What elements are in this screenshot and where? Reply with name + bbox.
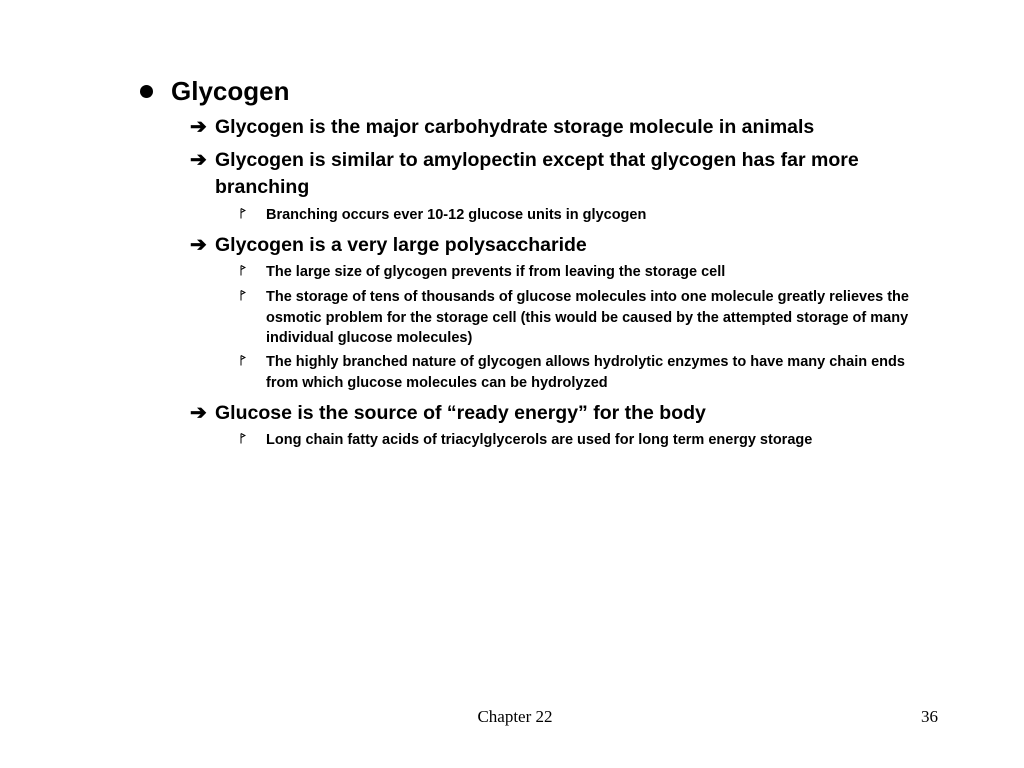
sub-point bbox=[240, 262, 930, 283]
footer-page-number: 36 bbox=[921, 707, 938, 726]
sub-point-text: Branching occurs ever 10-12 glucose units in glycogen bbox=[266, 207, 647, 223]
bullet-point bbox=[190, 232, 930, 259]
hollow-flag-bullet-icon bbox=[240, 433, 246, 444]
bullet-point bbox=[190, 147, 930, 201]
bullet-point-text: Glycogen is a very large polysaccharide bbox=[215, 234, 587, 256]
sub-point bbox=[240, 287, 930, 349]
hollow-flag-bullet-icon bbox=[240, 208, 246, 219]
sub-point bbox=[240, 205, 930, 226]
bullet-point-text: Glycogen is similar to amylopectin except that glycogen has far more branching bbox=[215, 149, 859, 198]
sub-point-text: The highly branched nature of glycogen allows hydrolytic enzymes to have many chain ends from which glucose molecules can be hydrolyzed bbox=[266, 354, 905, 391]
sub-point-text: Long chain fatty acids of triacylglycerols are used for long term energy storage bbox=[266, 432, 813, 448]
slide-heading: Glycogen bbox=[171, 76, 290, 106]
bullet-dot-icon bbox=[140, 85, 153, 98]
bullet-point bbox=[190, 400, 930, 427]
arrow-right-icon: ➔ bbox=[190, 234, 207, 256]
hollow-flag-bullet-icon bbox=[240, 265, 246, 276]
sub-point-text: The storage of tens of thousands of glucose molecules into one molecule greatly relieves the osmotic problem for the storage cell (this would be caused by the attempted storage of many individual glucose molecules) bbox=[266, 289, 909, 346]
sub-point-text: The large size of glycogen prevents if from leaving the storage cell bbox=[266, 264, 726, 280]
footer-chapter-label: Chapter 22 bbox=[477, 707, 553, 726]
hollow-flag-bullet-icon bbox=[240, 355, 246, 366]
bullet-point-text: Glycogen is the major carbohydrate storage molecule in animals bbox=[215, 116, 815, 138]
hollow-flag-bullet-icon bbox=[240, 290, 246, 301]
sub-point bbox=[240, 352, 930, 393]
bullet-point-text: Glucose is the source of “ready energy” for the body bbox=[215, 402, 706, 424]
sub-point bbox=[240, 430, 930, 451]
arrow-right-icon: ➔ bbox=[190, 402, 207, 424]
arrow-right-icon: ➔ bbox=[190, 149, 207, 171]
bullet-point bbox=[190, 114, 930, 141]
arrow-right-icon: ➔ bbox=[190, 116, 207, 138]
heading-bullet-item bbox=[140, 76, 289, 107]
